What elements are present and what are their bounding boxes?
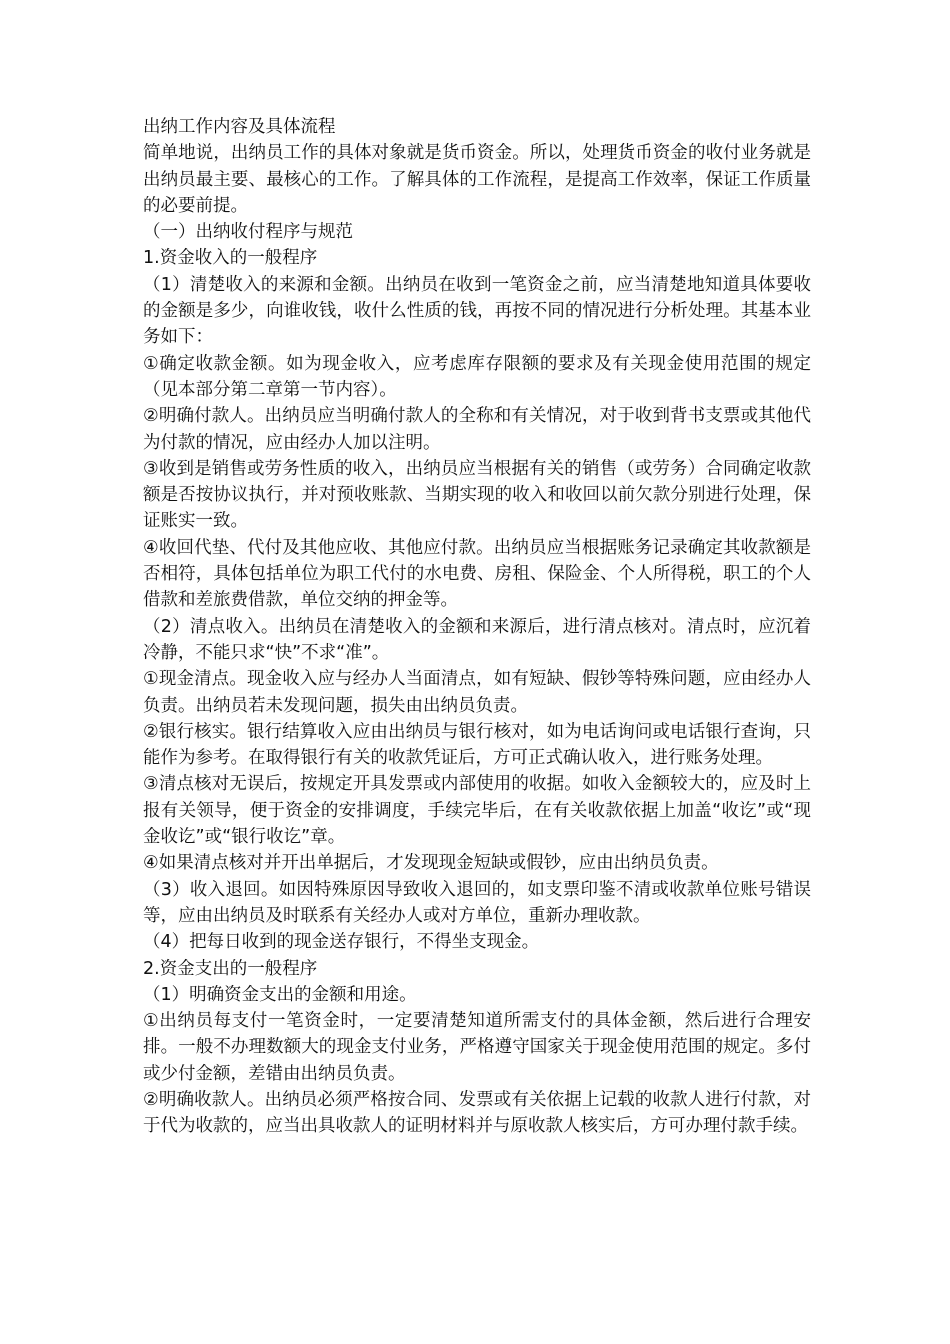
subsection-heading: 2.资金支出的一般程序: [143, 958, 318, 979]
body-paragraph: （4）把每日收到的现金送存银行，不得坐支现金。: [143, 932, 540, 953]
body-paragraph: （2）清点收入。出纳员在清楚收入的金额和来源后，进行清点核对。清点时，应沉着冷静，不能只求“快”不求“准”。: [143, 616, 811, 663]
body-paragraph: ③收到是销售或劳务性质的收入，出纳员应当根据有关的销售（或劳务）合同确定收款额是否按协议执行，并对预收账款、当期实现的收入和收回以前欠款分别进行处理，保证账实一致。: [143, 458, 811, 532]
subsection-heading: 1.资金收入的一般程序: [143, 248, 318, 269]
body-paragraph: ②明确付款人。出纳员应当明确付款人的全称和有关情况，对于收到背书支票或其他代为付款的情况，应由经办人加以注明。: [143, 406, 811, 453]
document-body: [143, 114, 811, 1140]
body-paragraph: ①现金清点。现金收入应与经办人当面清点，如有短缺、假钞等特殊问题，应由经办人负责。出纳员若未发现问题，损失由出纳员负责。: [143, 669, 811, 716]
section-heading: （一）出纳收付程序与规范: [143, 222, 353, 243]
document-title: 出纳工作内容及具体流程: [143, 117, 336, 137]
body-paragraph: ④收回代垫、代付及其他应收、其他应付款。出纳员应当根据账务记录确定其收款额是否相符，具体包括单位为职工代付的水电费、房租、保险金、个人所得税，职工的个人借款和差旅费借款，单位交纳的押金等。: [143, 537, 811, 611]
body-paragraph: ②明确收款人。出纳员必须严格按合同、发票或有关依据上记载的收款人进行付款，对于代为收款的，应当出具收款人的证明材料并与原收款人核实后，方可办理付款手续。: [143, 1089, 811, 1137]
body-paragraph: ①出纳员每支付一笔资金时，一定要清楚知道所需支付的具体金额，然后进行合理安排。一般不办理数额大的现金支付业务，严格遵守国家关于现金使用范围的规定。多付或少付金额，差错由出纳员负责。: [143, 1011, 811, 1084]
body-paragraph: （3）收入退回。如因特殊原因导致收入退回的，如支票印鉴不清或收款单位账号错误等，应由出纳员及时联系有关经办人或对方单位，重新办理收款。: [143, 879, 811, 926]
body-paragraph: ②银行核实。银行结算收入应由出纳员与银行核对，如为电话询问或电话银行查询，只能作为参考。在取得银行有关的收款凭证后，方可正式确认收入，进行账务处理。: [143, 721, 811, 769]
body-paragraph: ④如果清点核对并开出单据后，才发现现金短缺或假钞，应由出纳员负责。: [143, 853, 719, 874]
intro-paragraph: 简单地说，出纳员工作的具体对象就是货币资金。所以，处理货币资金的收付业务就是出纳员最主要、最核心的工作。了解具体的工作流程，是提高工作效率，保证工作质量的必要前提。: [143, 143, 811, 216]
body-paragraph: （1）明确资金支出的金额和用途。: [143, 984, 417, 1005]
body-paragraph: ③清点核对无误后，按规定开具发票或内部使用的收据。如收入金额较大的，应及时上报有关领导，便于资金的安排调度，手续完毕后，在有关收款依据上加盖“收讫”或“现金收讫”或“银行收讫”章。: [143, 774, 811, 848]
body-paragraph: ①确定收款金额。如为现金收入，应考虑库存限额的要求及有关现金使用范围的规定（见本部分第二章第一节内容）。: [143, 353, 811, 400]
body-paragraph: （1）清楚收入的来源和金额。出纳员在收到一笔资金之前，应当清楚地知道具体要收的金额是多少，向谁收钱，收什么性质的钱，再按不同的情况进行分析处理。其基本业务如下：: [143, 274, 811, 348]
